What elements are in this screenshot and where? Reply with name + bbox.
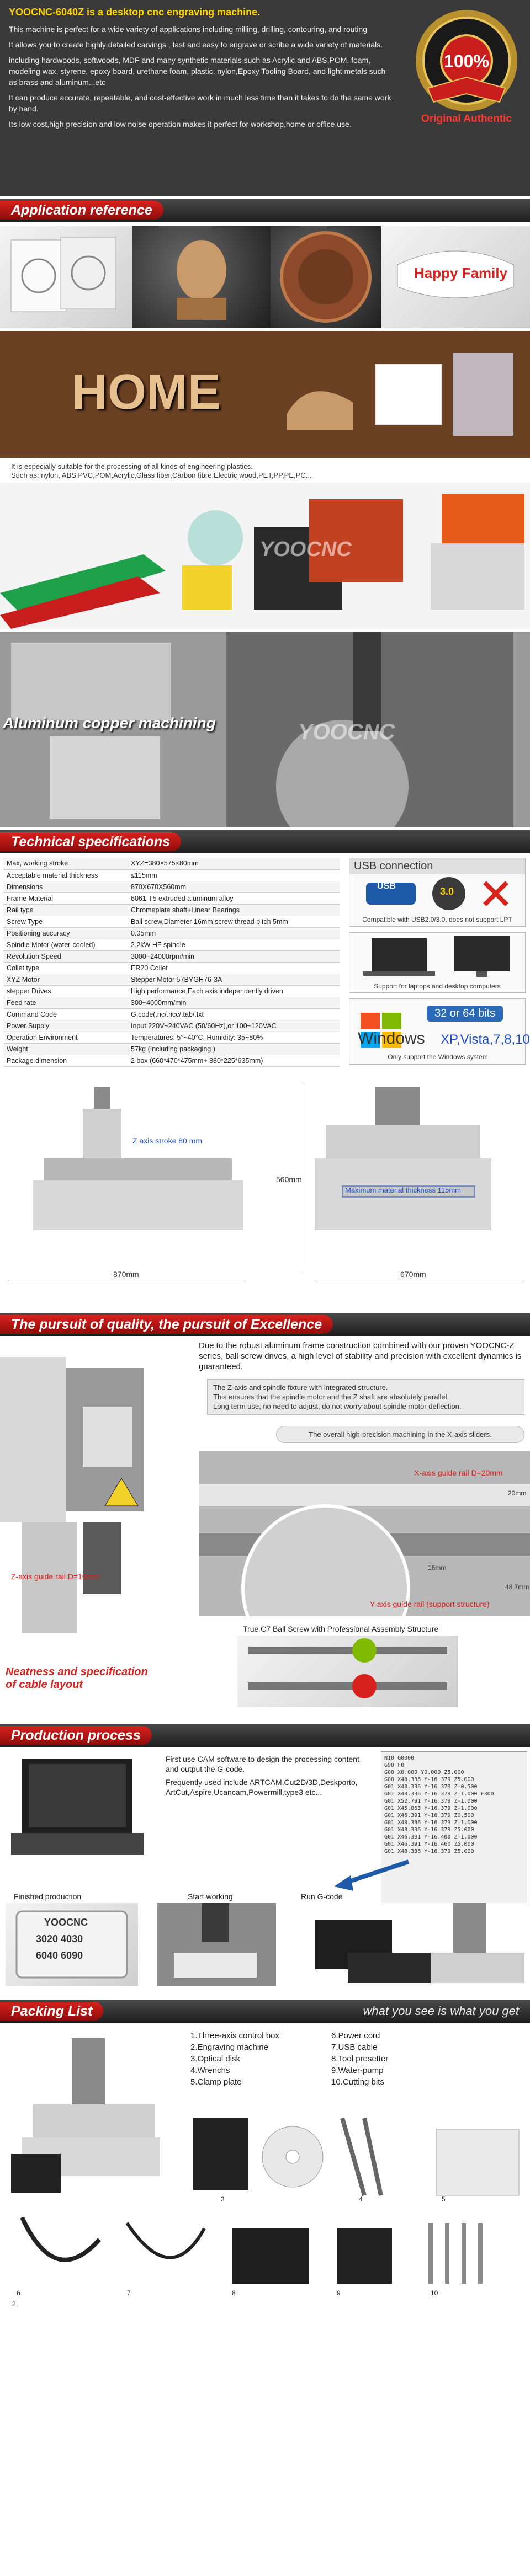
machine-package-photo [6, 2027, 177, 2198]
packing-list-right [331, 2030, 388, 2088]
intro-paragraph-5: Its low cost,high precision and low noise operation makes it perfect for workshop,home or office use. [9, 120, 352, 129]
spec-value: 6061-T5 extruded aluminum alloy [128, 892, 340, 904]
spec-row [3, 985, 340, 997]
gcode-box: N10 G0000 G90 F0 G00 X0.000 Y0.000 Z5.000 G00 X48.336 Y-16.379 Z5.000 G01 X48.336 Y-16.379 Z-0.500 G01 X48.336 Y-16.379 Z-1.000 F300 G01 X52.791 Y-16.379 Z-1.000 G01 X45.863 Y-16.379 Z-1.000 G01 X46.391 Y-16.379 Z0.500 G01 X48.336 Y-16.379 Z-1.000 G01 X48.336 Y-16.379 Z5.000 G01 X46.391 Y-16.400 Z-1.000 G01 X46.391 Y-16.460 Z5.000 G01 X48.336 Y-16.379 Z5.000 [381, 1751, 527, 1906]
packing-title: Packing List [0, 2002, 103, 2021]
spec-row [3, 997, 340, 1008]
slider-note: The overall high-precision machining in the X-axis sliders. [276, 1426, 524, 1443]
dim-20-label: 20mm [508, 1489, 527, 1497]
watermark-text: YOOCNC [259, 538, 352, 561]
accessories-row-1-icon [182, 2096, 530, 2206]
production-title: Production process [0, 1726, 152, 1745]
pack-num-2: 2 [12, 2300, 16, 2308]
spec-value: 2 box (660*470*475mm+ 880*225*635mm) [128, 1055, 340, 1066]
spec-row [3, 892, 340, 904]
usb-heading: USB connection [349, 858, 525, 874]
packing-item-6: 6.Power cord [331, 2031, 380, 2040]
packing-header [0, 2000, 530, 2023]
packing-item-7: 7.USB cable [331, 2043, 378, 2052]
spec-key: stepper Drives [3, 985, 128, 997]
quality-intro: Due to the robust aluminum frame construction combined with our proven YOOCNC-Z series, ball screw drives, a high level of stability and precision with excellent dynamics is guaranteed. [199, 1341, 522, 1371]
packed-machine-icon [6, 2027, 177, 2198]
dimension-drawing [0, 1070, 530, 1294]
intro-paragraph-3: including hardwoods, softwoods, MDF and many synthetic materials such as Acrylic and ABS,POM, foam, modeling wax, styrene, epoxy board, urethane foam, plastic, nylon,Epoxy Tooling Board, and light metals such as brass and aluminum...etc [9, 56, 386, 87]
cam-text: First use CAM software to design the processing content and output the G-code. [166, 1755, 359, 1773]
laptop-icon [6, 1753, 149, 1863]
tech-spec-title: Technical specifications [0, 832, 181, 851]
aluminum-caption: Aluminum copper machining [3, 714, 216, 731]
intro-title: YOOCNC-6040Z is a desktop cnc engraving machine. [9, 7, 261, 18]
authentic-seal-icon [411, 6, 522, 116]
pack-num-4: 4 [359, 2195, 363, 2203]
z-stroke-label: Z axis stroke 80 mm [132, 1136, 203, 1145]
height-label: 560mm [276, 1175, 302, 1184]
spindle-photo [0, 1340, 199, 1638]
spec-row [3, 1008, 340, 1020]
spec-value: 870X670X560mm [128, 881, 340, 892]
spec-key: Acceptable material thickness [3, 869, 128, 881]
svg-text:100%: 100% [444, 51, 489, 71]
spec-row [3, 1020, 340, 1032]
y-axis-guide-label: Y-axis guide rail (support structure) [370, 1600, 490, 1608]
start-label: Start working [188, 1892, 233, 1901]
ballscrew-icon [237, 1636, 458, 1707]
spec-row [3, 974, 340, 985]
spindle-icon [0, 1340, 199, 1638]
ballscrew-title: True C7 Ball Screw with Professional Assembly Structure [243, 1624, 439, 1633]
dim-16-label: 16mm [428, 1564, 447, 1572]
spec-row [3, 858, 340, 869]
laptop-caption: Support for laptops and desktop computers [374, 982, 501, 990]
spec-row [3, 950, 340, 962]
pack-num-9: 9 [337, 2289, 341, 2297]
packing-item-9: 9.Water-pump [331, 2066, 384, 2075]
plastics-text [11, 462, 519, 480]
x-axis-slider-photo [199, 1451, 530, 1616]
width-left-label: 870mm [113, 1270, 139, 1279]
packing-tagline: what you see is what you get [363, 2004, 519, 2018]
coin-carving-icon [271, 226, 381, 328]
spec-key: Power Supply [3, 1020, 128, 1032]
windows-word: Windows [358, 1029, 425, 1047]
run-label: Run G-code [301, 1892, 343, 1901]
spec-row [3, 869, 340, 881]
spec-value: Ball screw,Diameter 16mm,screw thread pitch 5mm [128, 916, 340, 927]
usb-box [349, 858, 526, 927]
intro-paragraph-4: It can produce accurate, repeatable, and cost-effective work in much less time than it takes to do the same work by hand. [9, 93, 391, 113]
seal-caption: Original Authentic [421, 113, 512, 125]
spec-row [3, 904, 340, 916]
happy-family-photo [381, 226, 530, 328]
sign-line-1: YOOCNC [44, 1917, 88, 1928]
spec-value: ER20 Collet [128, 962, 340, 974]
x-axis-guide-label: X-axis guide rail D=20mm [414, 1468, 503, 1477]
spec-key: Collet type [3, 962, 128, 974]
intro-paragraph-1: This machine is perfect for a wide variety of applications including milling, drilling, contouring, and routing [9, 25, 367, 34]
machine-drawing-icon [0, 1070, 530, 1294]
quality-title: The pursuit of quality, the pursuit of Excellence [0, 1315, 333, 1334]
pack-num-8: 8 [232, 2289, 236, 2297]
pack-num-7: 7 [127, 2289, 131, 2297]
start-working-icon [157, 1903, 276, 1986]
home-letters: HOME [72, 365, 221, 420]
spec-key: Operation Environment [3, 1032, 128, 1043]
run-gcode-photo [309, 1903, 527, 1986]
spec-value: 3000~24000rpm/min [128, 950, 340, 962]
quality-header [0, 1313, 530, 1336]
spec-value: 57kg (Including packaging ) [128, 1043, 340, 1055]
packing-item-5: 5.Clamp plate [190, 2077, 242, 2087]
laptop-photo [6, 1753, 149, 1863]
plastic-parts-photo [0, 483, 530, 629]
z-axis-guide-label: Z-axis guide rail D=16mm [11, 1572, 99, 1581]
aluminum-machining-photo [0, 632, 530, 827]
spec-row [3, 939, 340, 950]
spec-value: XYZ=380×575×80mm [128, 858, 340, 869]
spec-row [3, 881, 340, 892]
spec-value: 2.2kW HF spindle [128, 939, 340, 950]
usb-label: USB [377, 881, 396, 891]
bust-carving-icon [132, 226, 271, 328]
spec-key: Screw Type [3, 916, 128, 927]
spec-value: Stepper Motor 57BYGH76-3A [128, 974, 340, 985]
tech-spec-header [0, 830, 530, 853]
usb-version: 3.0 [440, 886, 454, 897]
pack-num-10: 10 [431, 2289, 438, 2297]
app-reference-title: Application reference [0, 201, 163, 220]
run-gcode-icon [309, 1903, 527, 1986]
width-right-label: 670mm [400, 1270, 426, 1279]
usb-icon [349, 874, 526, 913]
intro-paragraph-2: It allows you to create highly detailed carvings , fast and easy to engrave or scribe a wide variety of materials. [9, 40, 383, 49]
bits-badge: 32 or 64 bits [427, 1006, 503, 1022]
spec-table [3, 858, 340, 1067]
packing-item-2: 2.Engraving machine [190, 2043, 268, 2052]
wood-products-photo [0, 331, 530, 458]
happy-family-text: Happy Family [414, 265, 508, 281]
sign-line-2: 3020 4030 [36, 1933, 83, 1944]
arrow-to-run-icon [309, 1859, 420, 1892]
spec-value: Input 220V~240VAC (50/60Hz),or 100~120VAC [128, 1020, 340, 1032]
spec-value: High performance,Each axis independently driven [128, 985, 340, 997]
plastics-list: Such as: nylon, ABS,PVC,POM,Acrylic,Glass fiber,Carbon fibre,Electric wood,PET,PP,PE,PC... [11, 471, 312, 479]
spec-value: G code(.nc/.ncc/.tab/.txt [128, 1008, 340, 1020]
bust-carving-photo [132, 226, 271, 328]
spec-row [3, 1043, 340, 1055]
aluminum-watermark: YOOCNC [298, 720, 395, 744]
spec-key: Weight [3, 1043, 128, 1055]
spec-key: XYZ Motor [3, 974, 128, 985]
packing-list-left [190, 2030, 279, 2088]
intro-panel [0, 0, 530, 196]
spec-key: Frame Material [3, 892, 128, 904]
spec-value: 300~4000mm/min [128, 997, 340, 1008]
spec-row [3, 927, 340, 939]
spec-value: ≤115mm [128, 869, 340, 881]
spec-row [3, 1032, 340, 1043]
packing-item-10: 10.Cutting bits [331, 2077, 384, 2087]
spec-key: Feed rate [3, 997, 128, 1008]
pack-num-3: 3 [221, 2195, 225, 2203]
spec-key: Revolution Speed [3, 950, 128, 962]
production-header [0, 1724, 530, 1747]
spec-value: 0.05mm [128, 927, 340, 939]
packing-item-8: 8.Tool presetter [331, 2054, 389, 2064]
laptop-desktop-icon [349, 933, 526, 980]
pack-num-5: 5 [442, 2195, 446, 2203]
spec-row [3, 962, 340, 974]
software-text: Frequently used include ARTCAM,Cut2D/3D,Deskporto, ArtCut,Aspire,Ucancam,Powermill,type3 etc... [166, 1778, 358, 1797]
coin-carving-photo [271, 226, 381, 328]
spec-row [3, 916, 340, 927]
spec-value: Chromeplate shaft+Linear Bearings [128, 904, 340, 916]
ballscrew-photo [237, 1636, 458, 1707]
finished-label: Finished production [14, 1892, 82, 1901]
spec-row [3, 1055, 340, 1066]
windows-box [349, 998, 530, 1065]
spindle-note: The Z-axis and spindle fixture with integrated structure. This ensures that the spindle motor and the Z shaft are absolutely parallel. Long term use, no need to adjust, do not worry about spindle motor deflection. [207, 1379, 524, 1415]
usb-caption: Compatible with USB2.0/3.0, does not support LPT [362, 916, 512, 923]
thickness-label: Maximum material thickness 115mm [345, 1186, 461, 1194]
spec-key: Package dimension [3, 1055, 128, 1066]
pack-num-6: 6 [17, 2289, 20, 2297]
windows-caption: Only support the Windows system [388, 1053, 488, 1061]
accessories-row-2-icon [6, 2206, 524, 2300]
spec-value: Temperatures: 5°~40°C; Humidity: 35~80% [128, 1032, 340, 1043]
dim-48-label: 48.7mm [505, 1583, 529, 1591]
plastics-note: It is especially suitable for the processing of all kinds of engineering plastics. [11, 462, 253, 471]
packing-item-3: 3.Optical disk [190, 2054, 241, 2064]
windows-versions: XP,Vista,7,8,10 [441, 1032, 530, 1047]
spec-key: Spindle Motor (water-cooled) [3, 939, 128, 950]
spec-key: Dimensions [3, 881, 128, 892]
spec-key: Max, working stroke [3, 858, 128, 869]
spec-key: Command Code [3, 1008, 128, 1020]
finished-sign-photo [6, 1903, 138, 1986]
spec-key: Positioning accuracy [3, 927, 128, 939]
start-working-photo [157, 1903, 276, 1986]
cable-caption: Neatness and specification of cable layout [6, 1666, 148, 1691]
carved-panels-icon [0, 226, 132, 328]
packing-item-4: 4.Wrenchs [190, 2066, 230, 2075]
laptop-box [349, 932, 526, 993]
spec-key: Rail type [3, 904, 128, 916]
app-reference-header [0, 199, 530, 222]
sign-line-3: 6040 6090 [36, 1950, 83, 1961]
carved-panels-photo [0, 226, 132, 328]
packing-item-1: 1.Three-axis control box [190, 2031, 279, 2040]
